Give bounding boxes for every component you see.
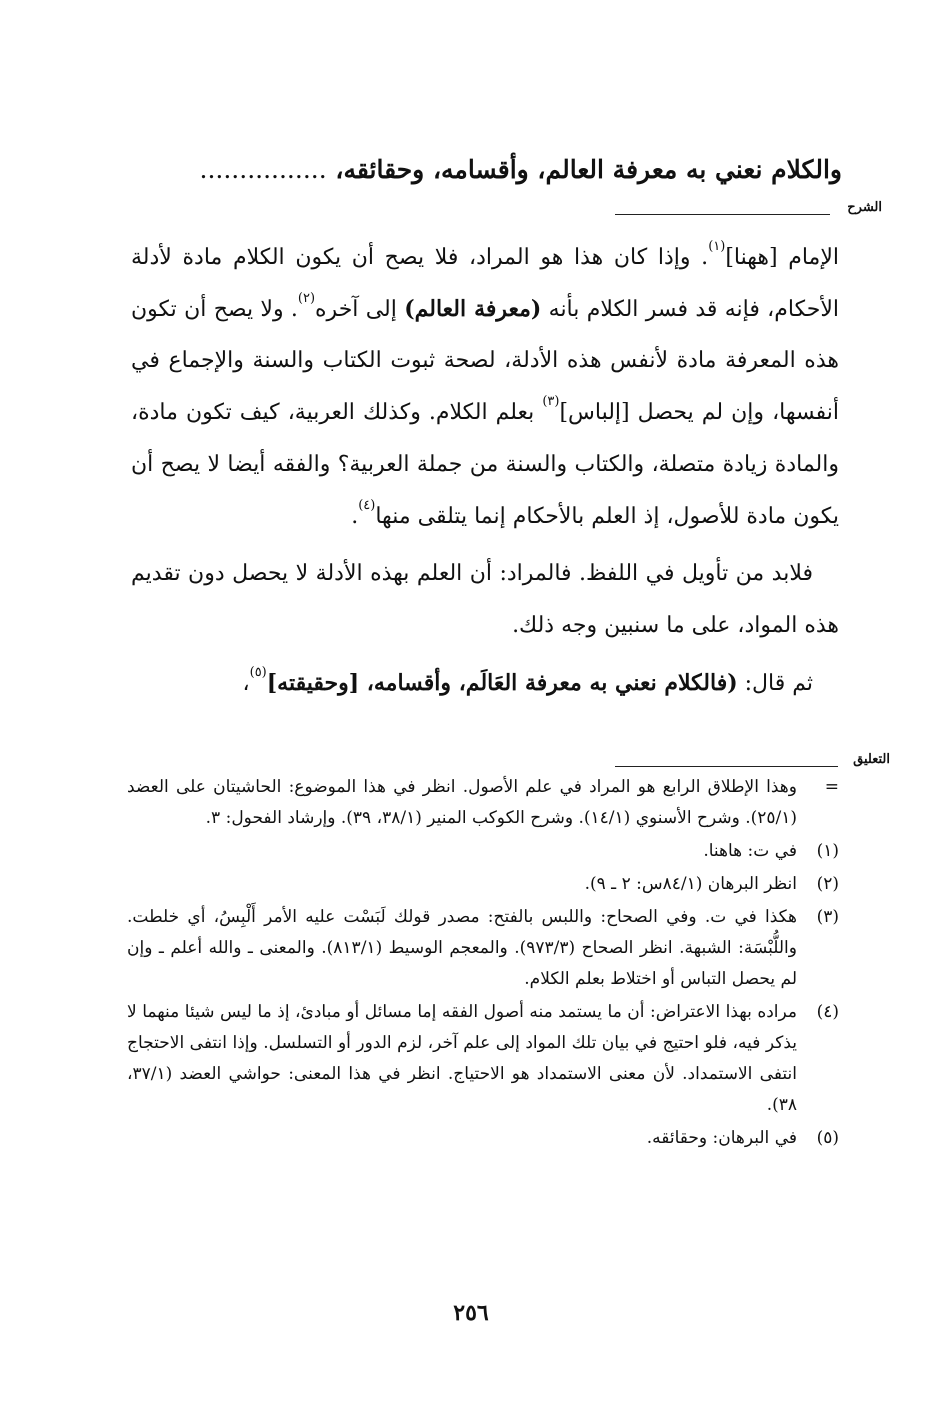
text-run: بعلم الكلام. وكذلك العربية، كيف تكون مادة، والمادة زيادة متصلة، والكتاب والسنة من جملة العربية؟ والفقه أيضا لا يصح أن يكون مادة للأصول، إذ العلم بالأحكام إنما يتلقى منها (131, 400, 839, 529)
footnote-text: انظر البرهان (٨٤/١س: ٢ ـ ٩). (584, 874, 797, 894)
bold-quote: (فالكلام نعني به معرفة العَالَم، وأقسامه، [وحقيقته] (266, 669, 738, 696)
sharh-separator-line (615, 214, 830, 215)
text-run: الإمام [ههنا] (725, 245, 839, 270)
footnote-number: (٥) (816, 1128, 839, 1148)
footnote-text: في البرهان: وحقائقه. (646, 1128, 797, 1148)
footnote (127, 772, 839, 834)
footnote-ref: (٢) (297, 290, 316, 306)
footnote-number: (٣) (816, 907, 839, 927)
taliq-label: التعليق (853, 752, 890, 767)
text-run: ثم قال: (737, 670, 813, 696)
sharh-label: الشرح (847, 200, 882, 215)
footnote-number: (٢) (816, 874, 839, 894)
quoted-paragraph (131, 658, 839, 710)
section-heading (112, 150, 842, 190)
footnote-text: مراده بهذا الاعتراض: أن ما يستمد منه أصول الفقه إما مسائل أو مبادئ، إذ ما ليس شيئا منهما لا يذكر فيه، فلو احتيج في بيان تلك المواد إلى علم آخر، لزم الدور أو التسلسل. وإذا انتفى الاحتجاج انتفى الاستمداد. لأن معنى الاستمداد هو الاحتياج. انظر في هذا المعنى: حواشي العضد (٣٧/١، ٣٨). (127, 1002, 797, 1115)
heading-leader-dots: ................ (199, 155, 327, 184)
text-run: ، (242, 670, 250, 696)
commentary-body (131, 232, 839, 709)
commentary-paragraph (131, 232, 839, 542)
footnote-ref: (٤) (358, 497, 376, 513)
text-run: . ولا يصح أن تكون هذه المعرفة مادة لأنفس هذه الأدلة، لصحة ثبوت الكتاب والسنة والإجماع في أنفسها، وإن لم يحصل [إلباس] (131, 296, 839, 426)
footnote-text: هكذا في ت. وفي الصحاح: واللبس بالفتح: مصدر قولك لَبَسْت عليه الأمر أَلْبِسُ، أي خلطت. واللُّبْسَة: الشبهة. انظر الصحاح (٩٧٣/٣). والمعجم الوسيط (٨١٣/١). والمعنى ـ والله أعلم ـ وإن لم يحصل التباس أو اختلاط بعلم الكلام. (127, 907, 797, 989)
page-number: ٢٥٦ (453, 1300, 489, 1326)
bold-quote: (معرفة العالم) (404, 295, 542, 322)
footnote-ref: (١) (708, 239, 726, 254)
heading-text: والكلام نعني به معرفة العالم، وأقسامه، وحقائقه، (335, 155, 842, 184)
footnote-number: = (824, 777, 839, 797)
text-run: إلى آخره (315, 296, 405, 322)
taliq-separator-line (615, 766, 838, 767)
footnote (127, 902, 839, 995)
commentary-paragraph: فلابد من تأويل في اللفظ. فالمراد: أن العلم بهذه الأدلة لا يحصل دون تقديم هذه المواد، على ما سنبين وجه ذلك. (131, 561, 839, 638)
footnote (127, 997, 839, 1121)
footnote-ref: (٥) (249, 664, 267, 680)
footnote-text: في ت: هاهنا. (703, 841, 797, 861)
footnote (127, 836, 839, 867)
footnote-number: (١) (816, 841, 839, 861)
text-run: . وإذا كان هذا هو المراد، فلا يصح أن يكون الكلام مادة لأدلة الأحكام، فإنه قد فسر الكلام بأنه (131, 245, 839, 322)
footnote (127, 1123, 839, 1154)
footnote (127, 869, 839, 900)
text-run: . (351, 503, 359, 529)
footnote-ref: (٣) (542, 394, 560, 410)
footnotes (127, 772, 839, 1156)
footnote-number: (٤) (816, 1002, 839, 1022)
footnote-text: وهذا الإطلاق الرابع هو المراد في علم الأصول. انظر في هذا الموضوع: الحاشيتان على العضد (٢٥/١). وشرح الأسنوي (١٤/١). وشرح الكوكب المنير (٣٨/١، ٣٩). وإرشاد الفحول: ٣. (127, 777, 797, 828)
